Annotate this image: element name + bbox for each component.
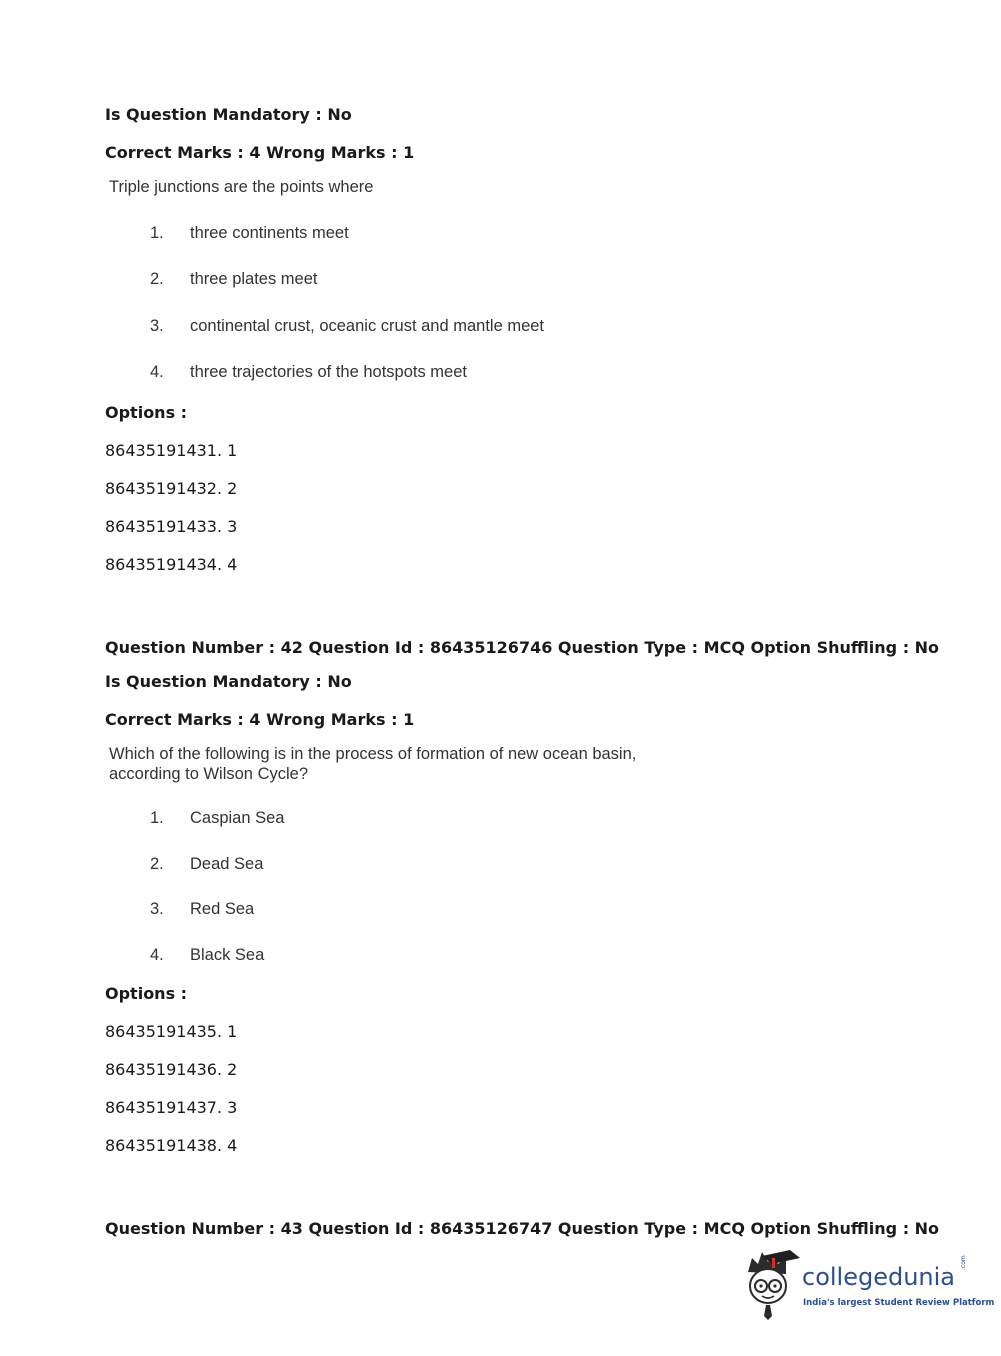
options-label: Options : xyxy=(105,403,188,422)
option-id: 86435191433. 3 xyxy=(105,517,238,536)
logo-domain-suffix: .com xyxy=(960,1255,967,1270)
option-id: 86435191432. 2 xyxy=(105,479,238,498)
choice-text: three plates meet xyxy=(190,270,318,288)
choice-number: 1. xyxy=(150,809,164,827)
option-id: 86435191437. 3 xyxy=(105,1098,238,1117)
question-header: Question Number : 42 Question Id : 86435126746 Question Type : MCQ Option Shuffling : No xyxy=(105,638,940,657)
logo-tagline: India's largest Student Review Platform xyxy=(803,1298,995,1308)
question-text-line-2: according to Wilson Cycle? xyxy=(109,765,308,783)
marks-line: Correct Marks : 4 Wrong Marks : 1 xyxy=(105,143,415,162)
option-id: 86435191434. 4 xyxy=(105,555,238,574)
choice-number: 2. xyxy=(150,855,164,873)
choice-text: Caspian Sea xyxy=(190,809,285,827)
marks-line: Correct Marks : 4 Wrong Marks : 1 xyxy=(105,710,415,729)
option-id: 86435191436. 2 xyxy=(105,1060,238,1079)
logo-wordmark: collegedunia xyxy=(802,1263,956,1291)
choice-number: 1. xyxy=(150,224,164,242)
option-id: 86435191435. 1 xyxy=(105,1022,238,1041)
choice-number: 3. xyxy=(150,900,164,918)
mandatory-line: Is Question Mandatory : No xyxy=(105,672,352,691)
choice-text: Black Sea xyxy=(190,946,265,964)
question-text: Triple junctions are the points where xyxy=(109,178,374,196)
option-id: 86435191438. 4 xyxy=(105,1136,238,1155)
option-id: 86435191431. 1 xyxy=(105,441,238,460)
mandatory-line: Is Question Mandatory : No xyxy=(105,105,352,124)
choice-number: 4. xyxy=(150,946,164,964)
choice-number: 3. xyxy=(150,317,164,335)
choice-text: continental crust, oceanic crust and mantle meet xyxy=(190,317,545,335)
question-text-line-1: Which of the following is in the process of formation of new ocean basin, xyxy=(109,745,637,763)
choice-text: three continents meet xyxy=(190,224,349,242)
choice-text: three trajectories of the hotspots meet xyxy=(190,363,467,381)
choice-number: 4. xyxy=(150,363,164,381)
mascot-logo-icon xyxy=(742,1250,802,1320)
question-header: Question Number : 43 Question Id : 86435126747 Question Type : MCQ Option Shuffling : No xyxy=(105,1219,940,1238)
choice-number: 2. xyxy=(150,270,164,288)
choice-text: Red Sea xyxy=(190,900,255,918)
choice-text: Dead Sea xyxy=(190,855,264,873)
options-label: Options : xyxy=(105,984,188,1003)
